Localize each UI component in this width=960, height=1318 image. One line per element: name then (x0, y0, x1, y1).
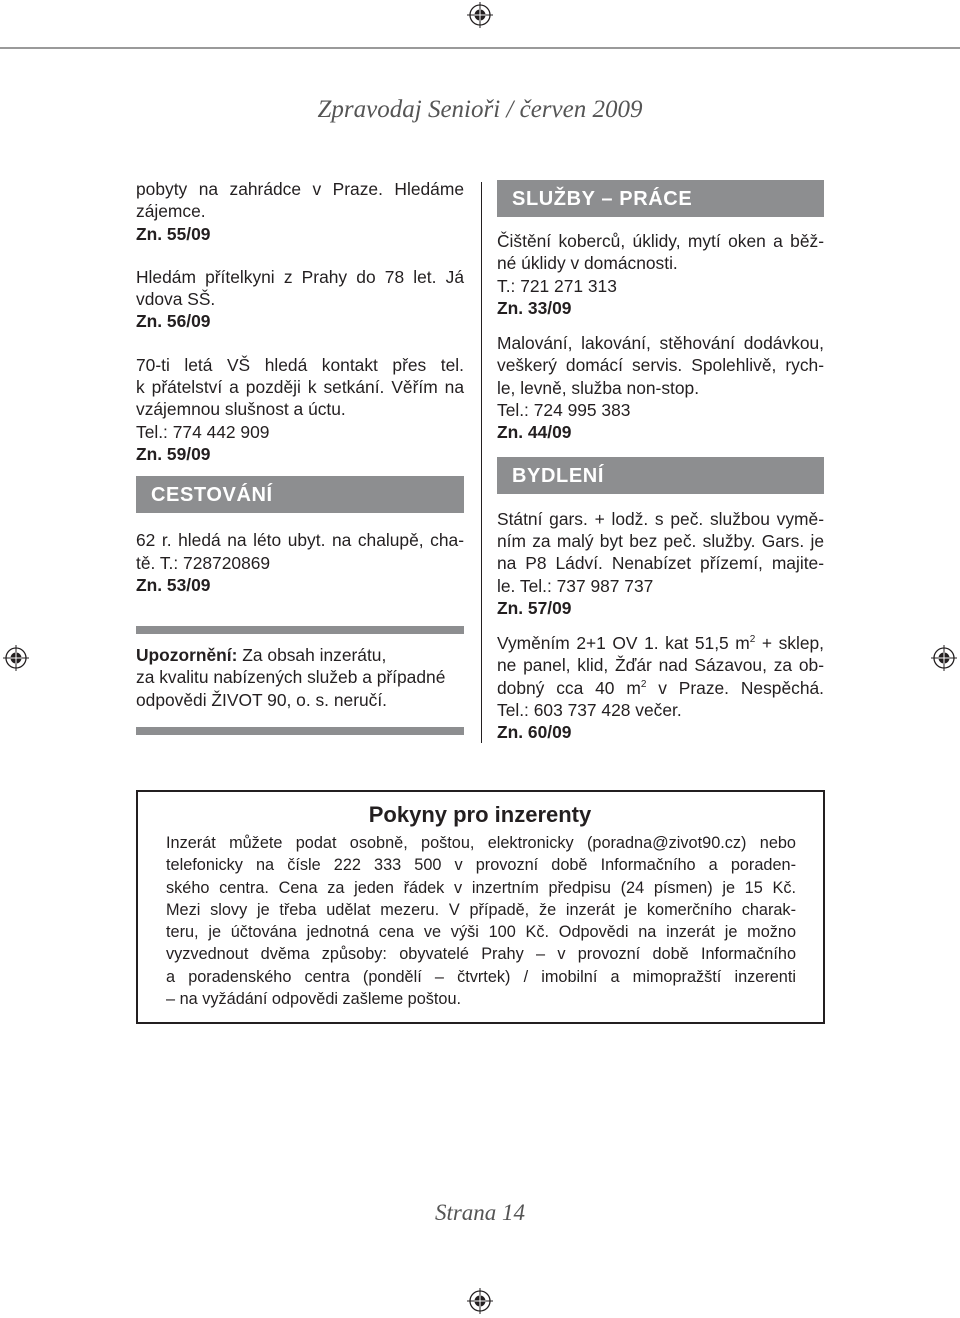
notice-text: odpovědi ŽIVOT 90, o. s. neručí. (136, 689, 388, 710)
disclaimer-notice (136, 644, 464, 711)
header-rule (0, 47, 960, 49)
ad-text: le. Tel.: 737 987 737 (497, 575, 654, 596)
instructions-line: telefonicky na čísle 222 333 500 v provozní době Informačního a poraden- (166, 856, 796, 875)
ad-text: ne panel, klid, Žďár nad Sázavou, za ob- (497, 655, 824, 676)
instructions-body (166, 832, 796, 1010)
ad-item (497, 332, 824, 443)
ad-text: T.: 721 271 313 (497, 275, 617, 296)
ad-text: le, levně, služba non-stop. (497, 377, 700, 398)
ad-text: Hledám přítelkyni z Prahy do 78 let. Já (136, 266, 464, 287)
ad-text: veškerý domácí servis. Spolehlivě, rych- (497, 355, 824, 376)
ad-text: 70-ti letá VŠ hledá kontakt přes tel. (136, 354, 464, 375)
ad-text-part: v Praze. Nespěchá. (646, 677, 824, 698)
ad-text: Tel.: 724 995 383 (497, 400, 631, 421)
ad-text: vzájemnou slušnost a úctu. (136, 399, 346, 420)
ad-text: Malování, lakování, stěhování dodávkou, (497, 333, 824, 354)
ad-text: k přátelství a později k setkání. Věřím na (136, 377, 464, 398)
ad-item (136, 178, 464, 245)
notice-bar-top (136, 626, 464, 634)
instructions-line: Mezi slovy je třeba udělat mezeru. V případě, že inzerát je komerčního charak- (166, 900, 796, 919)
ad-text-part: Vyměním 2+1 OV 1. kat 51,5 m (497, 633, 750, 654)
column-divider (481, 182, 482, 743)
left-column (136, 178, 464, 735)
ad-text: 62 r. hledá na léto ubyt. na chalupě, cha- (136, 530, 464, 551)
ad-text (497, 632, 824, 654)
ad-item (136, 354, 464, 465)
ad-text-part: dobný cca 40 m (497, 677, 641, 698)
superscript: 2 (640, 678, 647, 690)
superscript: 2 (749, 634, 756, 646)
ad-code: Zn. 60/09 (497, 722, 572, 743)
ad-text: pobyty na zahrádce v Praze. Hledáme (136, 179, 464, 199)
notice-text: za kvalitu nabízených služeb a případné (136, 667, 446, 688)
ad-code: Zn. 56/09 (136, 311, 211, 332)
ad-code: Zn. 59/09 (136, 443, 211, 464)
instructions-line: – na vyžádání odpovědi zašleme poštou. (166, 990, 462, 1009)
ad-code: Zn. 57/09 (497, 597, 572, 618)
ad-text: ním za malý byt bez peč. služby. Gars. je (497, 530, 824, 551)
ad-item (497, 230, 824, 319)
ad-code: Zn. 55/09 (136, 223, 211, 244)
right-column (497, 180, 824, 744)
registration-mark-icon (931, 645, 957, 671)
page-number: Strana 14 (434, 1200, 526, 1225)
ad-text: Tel.: 603 737 428 večer. (497, 700, 682, 721)
section-heading-services: SLUŽBY – PRÁCE (497, 180, 824, 217)
ad-code: Zn. 33/09 (497, 297, 572, 318)
section-heading-travel: CESTOVÁNÍ (136, 476, 464, 513)
ad-item (136, 529, 464, 596)
ad-text: vdova SŠ. (136, 289, 216, 310)
ad-text (497, 677, 824, 699)
registration-mark-icon (3, 645, 29, 671)
ad-text: né úklidy v domácnosti. (497, 253, 678, 274)
notice-text: Za obsah inzerátu, (237, 645, 387, 666)
instructions-line: ského centra. Cena za jeden řádek v inzertním předpisu (24 písmen) je 15 Kč. (166, 878, 796, 897)
ad-text-part: + sklep, (755, 633, 825, 654)
instructions-line: vyzvednout dvěma způsoby: obyvatelé Prahy – v provozní době Informačního (166, 945, 796, 964)
registration-mark-icon (467, 2, 493, 28)
registration-mark-icon (467, 1288, 493, 1314)
instructions-line: Inzerát můžete podat osobně, poštou, elektronicky (poradna@zivot90.cz) nebo (166, 834, 796, 852)
ad-item (136, 266, 464, 333)
instructions-line: a poradenského centra (pondělí – čtvrtek) / imobilní a mimopražští inzerenti (166, 967, 796, 986)
running-title: Zpravodaj Senioři / červen 2009 (317, 96, 643, 123)
ad-text: tě. T.: 728720869 (136, 552, 271, 573)
notice-bar-bottom (136, 727, 464, 735)
ad-item (497, 508, 824, 619)
instructions-title: Pokyny pro inzerenty (368, 802, 592, 827)
ad-text: Tel.: 774 442 909 (136, 421, 270, 442)
instructions-line: teru, je účtována jednotná cena ve výši 100 Kč. Odpovědi na inzerát je možno (166, 923, 796, 942)
ad-text: Čištění koberců, úklidy, mytí oken a běž- (497, 231, 824, 251)
ad-text: na P8 Ládví. Nenabízet přízemí, majite- (497, 553, 824, 574)
ad-code: Zn. 53/09 (136, 574, 211, 595)
ad-code: Zn. 44/09 (497, 422, 572, 443)
ad-text: Státní gars. + lodž. s peč. službou vymě- (497, 508, 824, 529)
section-heading-housing: BYDLENÍ (497, 457, 824, 494)
ad-text: zájemce. (136, 201, 206, 222)
ad-item (497, 632, 824, 743)
notice-label: Upozornění: (136, 645, 238, 666)
